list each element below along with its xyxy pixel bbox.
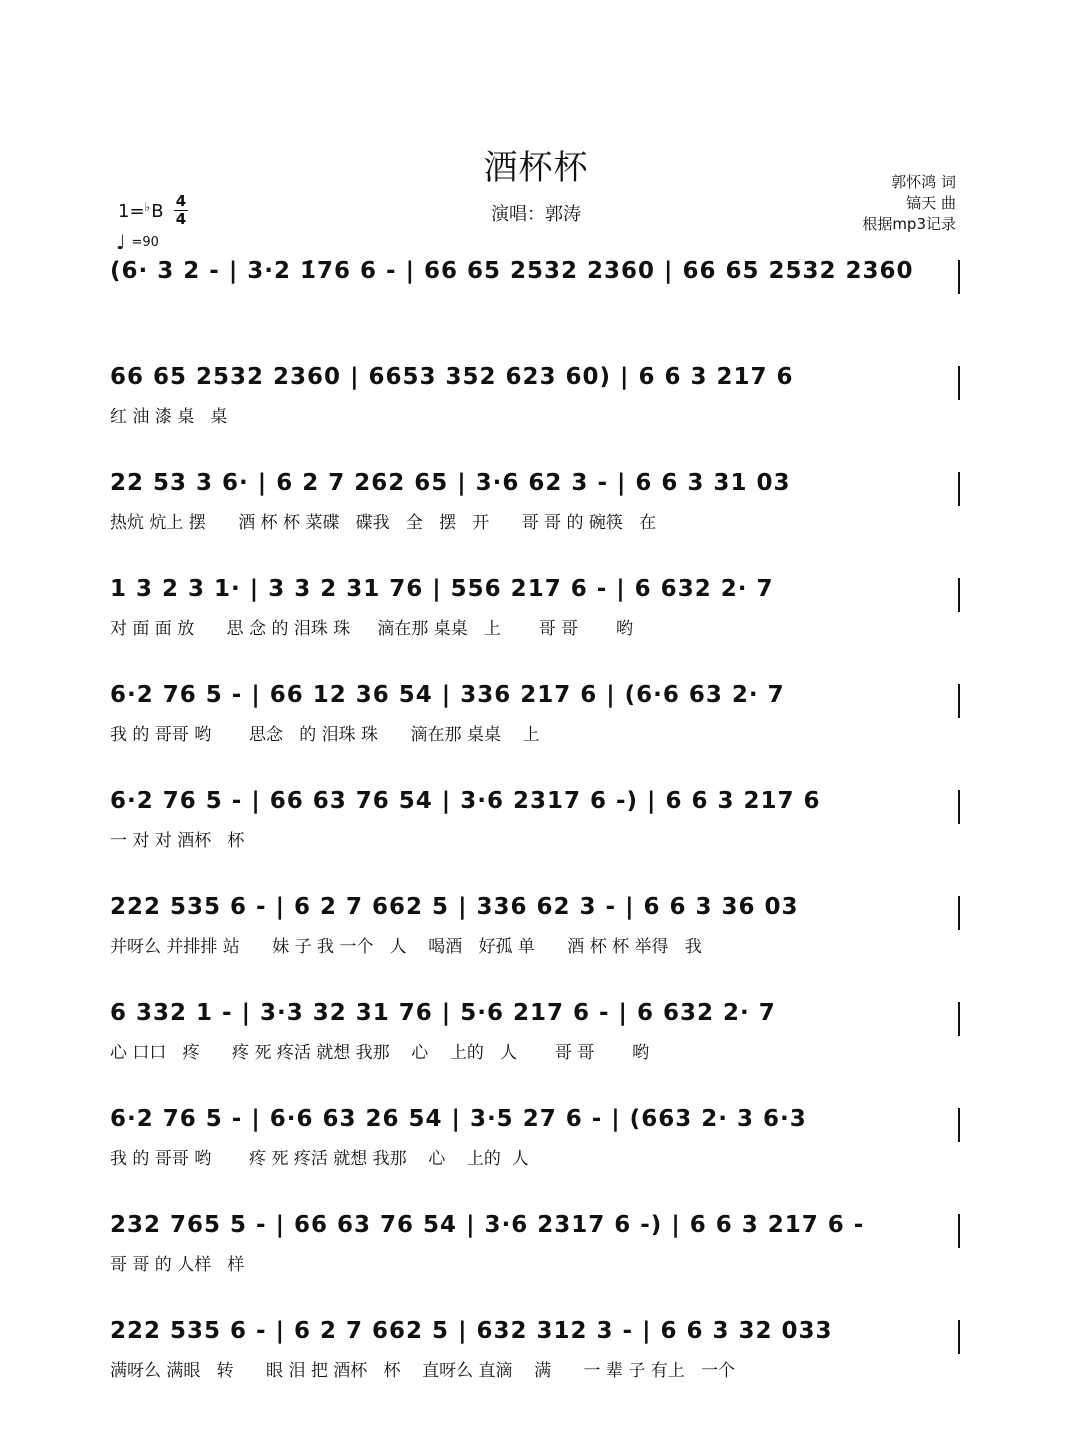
jianpu-notes: (6· 3 2 - | 3·2 1̇76 6 - | 66 65 2532 2360 | 66 65 2532 2360 — [110, 258, 914, 284]
barline — [958, 684, 960, 718]
jianpu-notes: 66 65 2532 2360 | 6653 352 623 60) | 6 6 3 217 6 — [110, 364, 794, 390]
jianpu-notes: 6·2 76 5 - | 6·6 63 26 54 | 3·5 27 6 - | (663 2· 3 6·3 — [110, 1106, 807, 1132]
lyrics-line: 并呀么 并排排 站 妹 子 我 一个 人 喝酒 好孤 单 酒 杯 杯 举得 我 — [110, 937, 702, 957]
lyrics-line — [110, 296, 965, 322]
key-signature — [118, 200, 164, 222]
lyrics-line: 我 的 哥哥 哟 疼 死 疼活 就想 我那 心 上的 人 — [110, 1149, 529, 1169]
jianpu-notes: 1 3 2 3 1· | 3 3 2 31 76 | 556 217 6 - | 6 632 2· 7 — [110, 576, 774, 602]
lyrics-line: 一 对 对 酒杯 杯 — [110, 831, 245, 851]
barline — [958, 790, 960, 824]
quarter-note-icon: ♩ — [116, 230, 126, 254]
lyrics-line: 热炕 炕上 摆 酒 杯 杯 菜碟 碟我 全 摆 开 哥 哥 的 碗筷 在 — [110, 513, 657, 533]
jianpu-notes: 6·2 76 5 - | 66 63 76 54 | 3·6 2317 6 -) | 6 6 3 217 6 — [110, 788, 821, 814]
time-signature-top: 4 — [175, 192, 187, 210]
time-signature — [174, 193, 188, 228]
key-note: B — [151, 201, 164, 222]
jianpu-notes: 222 535 6 - | 6 2 7 662 5 | 336 62 3 - | 6 6 3 36 03 — [110, 894, 799, 920]
jianpu-notes: 22 53 3 6· | 6 2 7 262 65 | 3·6 62 3 - | 6 6 3 31 03 — [110, 470, 791, 496]
barline — [958, 1108, 960, 1142]
lyrics-line: 满呀么 满眼 转 眼 泪 把 酒杯 杯 直呀么 直滴 满 一 辈 子 有上 一个 — [110, 1361, 735, 1381]
lyrics-line: 哥 哥 的 人样 样 — [110, 1255, 245, 1275]
tempo-value: =90 — [131, 235, 159, 250]
singer-line: 演唱：郭涛 — [491, 204, 581, 225]
jianpu-notes: 6 332 1 - | 3·3 32 31 76 | 5·6 217 6 - | 6 632 2· 7 — [110, 1000, 776, 1026]
barline — [958, 1002, 960, 1036]
lyrics-line: 心 口口 疼 疼 死 疼活 就想 我那 心 上的 人 哥 哥 哟 — [110, 1043, 650, 1063]
lyrics-line: 我 的 哥哥 哟 思念 的 泪珠 珠 滴在那 桌桌 上 — [110, 725, 540, 745]
lyrics-line: 红 油 漆 桌 桌 — [110, 407, 228, 427]
time-signature-bottom: 4 — [175, 210, 187, 228]
lyrics-line: 对 面 面 放 思 念 的 泪珠 珠 滴在那 桌桌 上 哥 哥 哟 — [110, 619, 633, 639]
barline — [958, 1214, 960, 1248]
jianpu-notes: 222 535 6 - | 6 2 7 662 5 | 632 312 3 - | 6 6 3 32 033 — [110, 1318, 833, 1344]
barline — [958, 1320, 960, 1354]
key-prefix: 1= — [118, 201, 145, 222]
tempo-marking — [116, 230, 159, 254]
barline — [958, 472, 960, 506]
credits — [862, 172, 956, 235]
flat-icon: ♭ — [144, 200, 151, 214]
lyricist-credit: 郭怀鸿 词 — [891, 173, 956, 191]
song-title: 酒杯杯 — [483, 148, 589, 188]
composer-credit: 镐天 曲 — [906, 194, 956, 212]
jianpu-notes: 232 765 5 - | 66 63 76 54 | 3·6 2317 6 -) | 6 6 3 217 6 - — [110, 1212, 865, 1238]
barline — [958, 366, 960, 400]
barline — [958, 260, 960, 294]
barline — [958, 578, 960, 612]
barline — [958, 896, 960, 930]
jianpu-notes: 6·2 76 5 - | 66 12 36 54 | 336 217 6 | (6·6 63 2· 7 — [110, 682, 785, 708]
transcription-note: 根据mp3记录 — [862, 215, 956, 233]
